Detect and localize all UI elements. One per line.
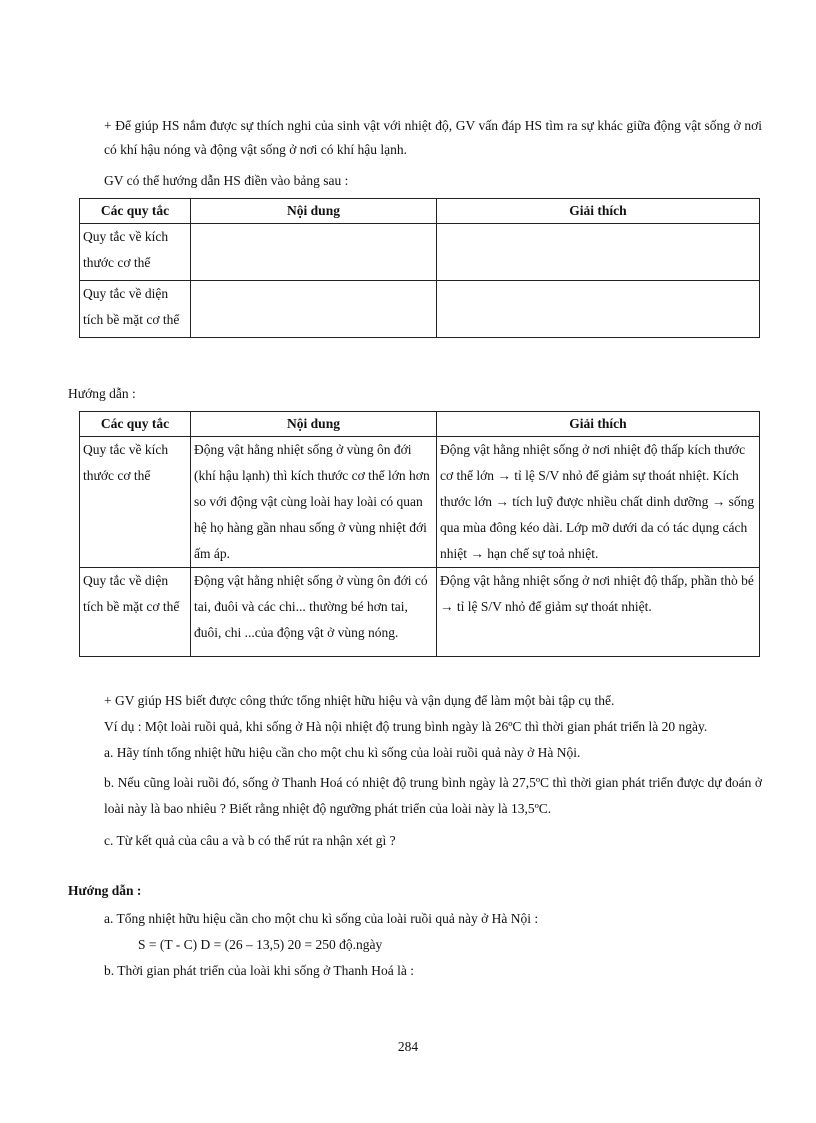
rule-cell: Quy tắc về kích thước cơ thể: [80, 437, 191, 568]
guide-label-2: Hướng dẫn :: [68, 883, 142, 898]
header-explain: Giải thích: [437, 412, 760, 437]
table-row: [80, 568, 760, 657]
page-number: 284: [397, 1039, 419, 1054]
content-cell: Động vật hằng nhiệt sống ở vùng ôn đới (khí hậu lạnh) thì kích thước cơ thể lớn hơn so với động vật cùng loài hay loài có quan hệ họ hàng gần nhau sống ở vùng nhiệt đới ấm áp.: [191, 437, 437, 568]
answer-rules-table: [79, 411, 760, 657]
explain-cell: [437, 281, 760, 338]
explain-cell: Động vật hằng nhiệt sống ở nơi nhiệt độ thấp, phần thò bé → tỉ lệ S/V nhỏ để giảm sự thoát nhiệt.: [437, 568, 760, 657]
table-header-row: [80, 412, 760, 437]
explain-cell: Động vật hằng nhiệt sống ở nơi nhiệt độ thấp kích thước cơ thể lớn → tỉ lệ S/V nhỏ để giảm sự thoát nhiệt. Kích thước lớn → tích luỹ được nhiều chất dinh dưỡng → sống qua mùa đông kéo dài. Lớp mỡ dưới da có tác dụng cách nhiệt → hạn chế sự toả nhiệt.: [437, 437, 760, 568]
rule-cell: Quy tắc về diện tích bề mặt cơ thể: [80, 568, 191, 657]
section2-example: Ví dụ : Một loài ruồi quả, khi sống ở Hà nội nhiệt độ trung bình ngày là 26ºC thì thời gian phát triển là 20 ngày.: [104, 719, 708, 734]
content-cell: [191, 224, 437, 281]
table-row: [80, 224, 760, 281]
answer-formula: S = (T - C) D = (26 – 13,5) 20 = 250 độ.ngày: [138, 937, 383, 952]
intro-line-2: GV có thể hướng dẫn HS điền vào bảng sau :: [104, 173, 349, 188]
section2-p1: + GV giúp HS biết được công thức tổng nhiệt hữu hiệu và vận dụng để làm một bài tập cụ thể.: [104, 693, 615, 708]
rule-cell: Quy tắc về diện tích bề mặt cơ thể: [80, 281, 191, 338]
content-cell: Động vật hằng nhiệt sống ở vùng ôn đới có tai, đuôi và các chi... thường bé hơn tai, đuôi, chi ...của động vật ở vùng nóng.: [191, 568, 437, 657]
content-cell: [191, 281, 437, 338]
guide-label-1: Hướng dẫn :: [68, 386, 136, 401]
header-content: Nội dung: [191, 412, 437, 437]
blank-rules-table: [79, 198, 760, 338]
table-row: [80, 437, 760, 568]
header-rules: Các quy tắc: [80, 412, 191, 437]
table-header-row: [80, 199, 760, 224]
explain-cell: [437, 224, 760, 281]
answer-a: a. Tổng nhiệt hữu hiệu cần cho một chu kì sống của loài ruồi quả này ở Hà Nội :: [104, 911, 539, 926]
header-content: Nội dung: [191, 199, 437, 224]
question-a: a. Hãy tính tổng nhiệt hữu hiệu cần cho một chu kì sống của loài ruồi quả này ở Hà Nội.: [104, 745, 581, 760]
question-b: b. Nếu cũng loài ruồi đó, sống ở Thanh Hoá có nhiệt độ trung bình ngày là 27,5ºC thì thời gian phát triển được dự đoán ở loài này là bao nhiêu ? Biết rằng nhiệt độ ngưỡng phát triển của loài này là 13,5ºC.: [104, 775, 762, 816]
table-row: [80, 281, 760, 338]
answer-b: b. Thời gian phát triển của loài khi sống ở Thanh Hoá là :: [104, 963, 414, 978]
intro-line-1: + Để giúp HS nắm được sự thích nghi của sinh vật với nhiệt độ, GV vấn đáp HS tìm ra sự khác giữa động vật sống ở nơi có khí hậu nóng và động vật sống ở nơi có khí hậu lạnh.: [104, 118, 762, 157]
header-explain: Giải thích: [437, 199, 760, 224]
intro-paragraph: [70, 114, 762, 162]
question-c: c. Từ kết quả của câu a và b có thể rút ra nhận xét gì ?: [104, 833, 396, 848]
rule-cell: Quy tắc về kích thước cơ thể: [80, 224, 191, 281]
header-rules: Các quy tắc: [80, 199, 191, 224]
